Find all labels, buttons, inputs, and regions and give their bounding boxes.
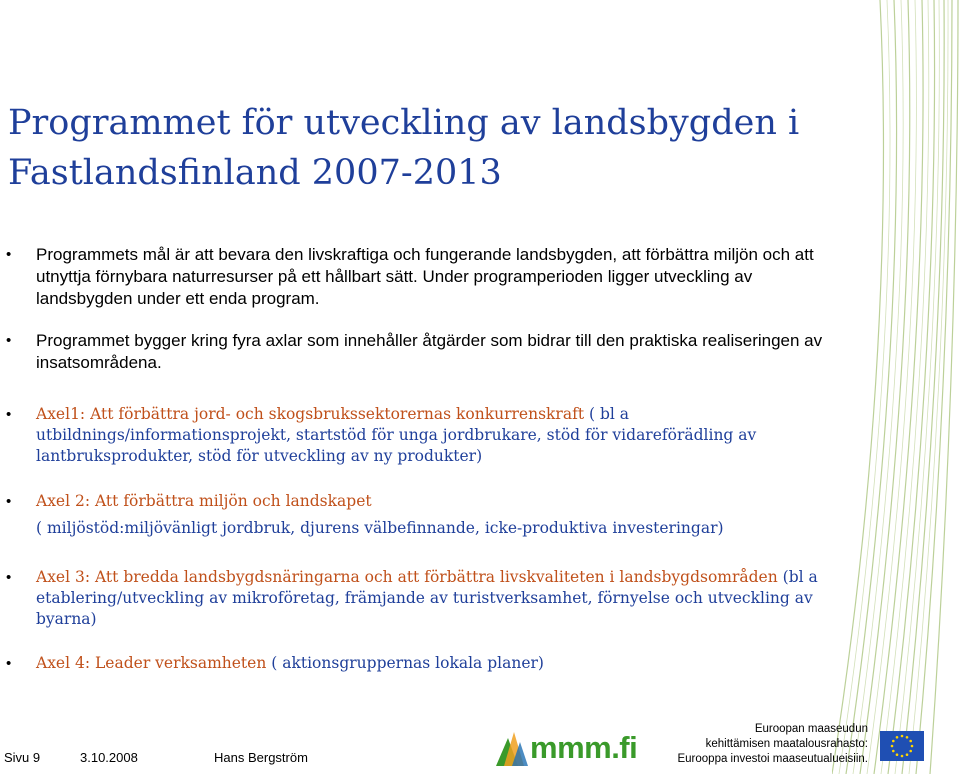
bullet-dot: • xyxy=(6,406,12,423)
title-line-1: Programmet för utveckling av landsbygden i xyxy=(8,103,800,143)
bullet-dot: • xyxy=(6,332,12,349)
bullet-axis-3 xyxy=(6,567,826,630)
eu-fund-text xyxy=(668,722,868,767)
bullet-dot: • xyxy=(6,493,12,510)
footer-author: Hans Bergström xyxy=(214,750,308,765)
bullet-axis-1 xyxy=(6,404,826,467)
axis-label: Axel1: xyxy=(36,405,86,423)
bullet-text: Programmet bygger kring fyra axlar som innehåller åtgärder som bidrar till den praktiska realiseringen av insatsområdena. xyxy=(36,331,823,372)
bullet-program-axes xyxy=(6,330,826,374)
bullet-dot: • xyxy=(6,569,12,586)
decorative-stripes xyxy=(832,0,960,774)
title-line-2: Fastlandsfinland 2007-2013 xyxy=(8,153,502,193)
axis-detail: ( bl a utbildnings/informationsprojekt, startstöd för unga jordbrukare, stöd för vidareförädling av lantbruksprodukter, stöd för utveckling av ny produkter) xyxy=(36,405,757,465)
eu-line-2: kehittämisen maatalousrahasto: xyxy=(705,738,868,750)
bullet-text: Programmets mål är att bevara den livskraftiga och fungerande landsbygden, att förbättra miljön och att utnyttja förnybara naturresurser på ett hållbart sätt. Under programperioden ligger utveckling av landsbygden under ett enda program. xyxy=(36,245,814,308)
axis-title: Att förbättra jord- och skogsbrukssektorernas konkurrenskraft xyxy=(90,405,585,423)
logo-text: mmm.fi xyxy=(530,730,638,765)
axis-label: Axel 4: xyxy=(36,654,91,672)
axis-title: Leader verksamheten xyxy=(95,654,267,672)
axis-detail: (bl a etablering/utveckling av mikroföretag, främjande av turistverksamhet, förnyelse och utveckling av byarna) xyxy=(36,568,818,628)
bullet-axis-4 xyxy=(6,653,826,674)
bullet-dot: • xyxy=(6,246,12,263)
axis-title: Att förbättra miljön och landskapet xyxy=(95,492,372,510)
axis-detail: ( miljöstöd:miljövänligt jordbruk, djurens välbefinnande, icke-produktiva investeringar) xyxy=(36,519,724,537)
slide-title xyxy=(8,98,828,198)
eu-line-1: Euroopan maaseudun xyxy=(754,723,868,735)
axis-title: Att bredda landsbygdsnäringarna och att förbättra livskvaliteten i landsbygdsområden xyxy=(95,568,778,586)
axis-label: Axel 2: xyxy=(36,492,91,510)
axis-detail: ( aktionsgruppernas lokala planer) xyxy=(271,654,544,672)
axis-label: Axel 3: xyxy=(36,568,91,586)
page-number: Sivu 9 xyxy=(4,750,41,765)
bullet-dot: • xyxy=(6,655,12,672)
eu-line-3: Eurooppa investoi maaseutualueisiin. xyxy=(677,753,868,765)
bullet-axis-2 xyxy=(6,491,826,539)
eu-flag-icon xyxy=(880,731,924,761)
bullet-program-goal xyxy=(6,244,826,310)
footer-date: 3.10.2008 xyxy=(80,750,138,765)
